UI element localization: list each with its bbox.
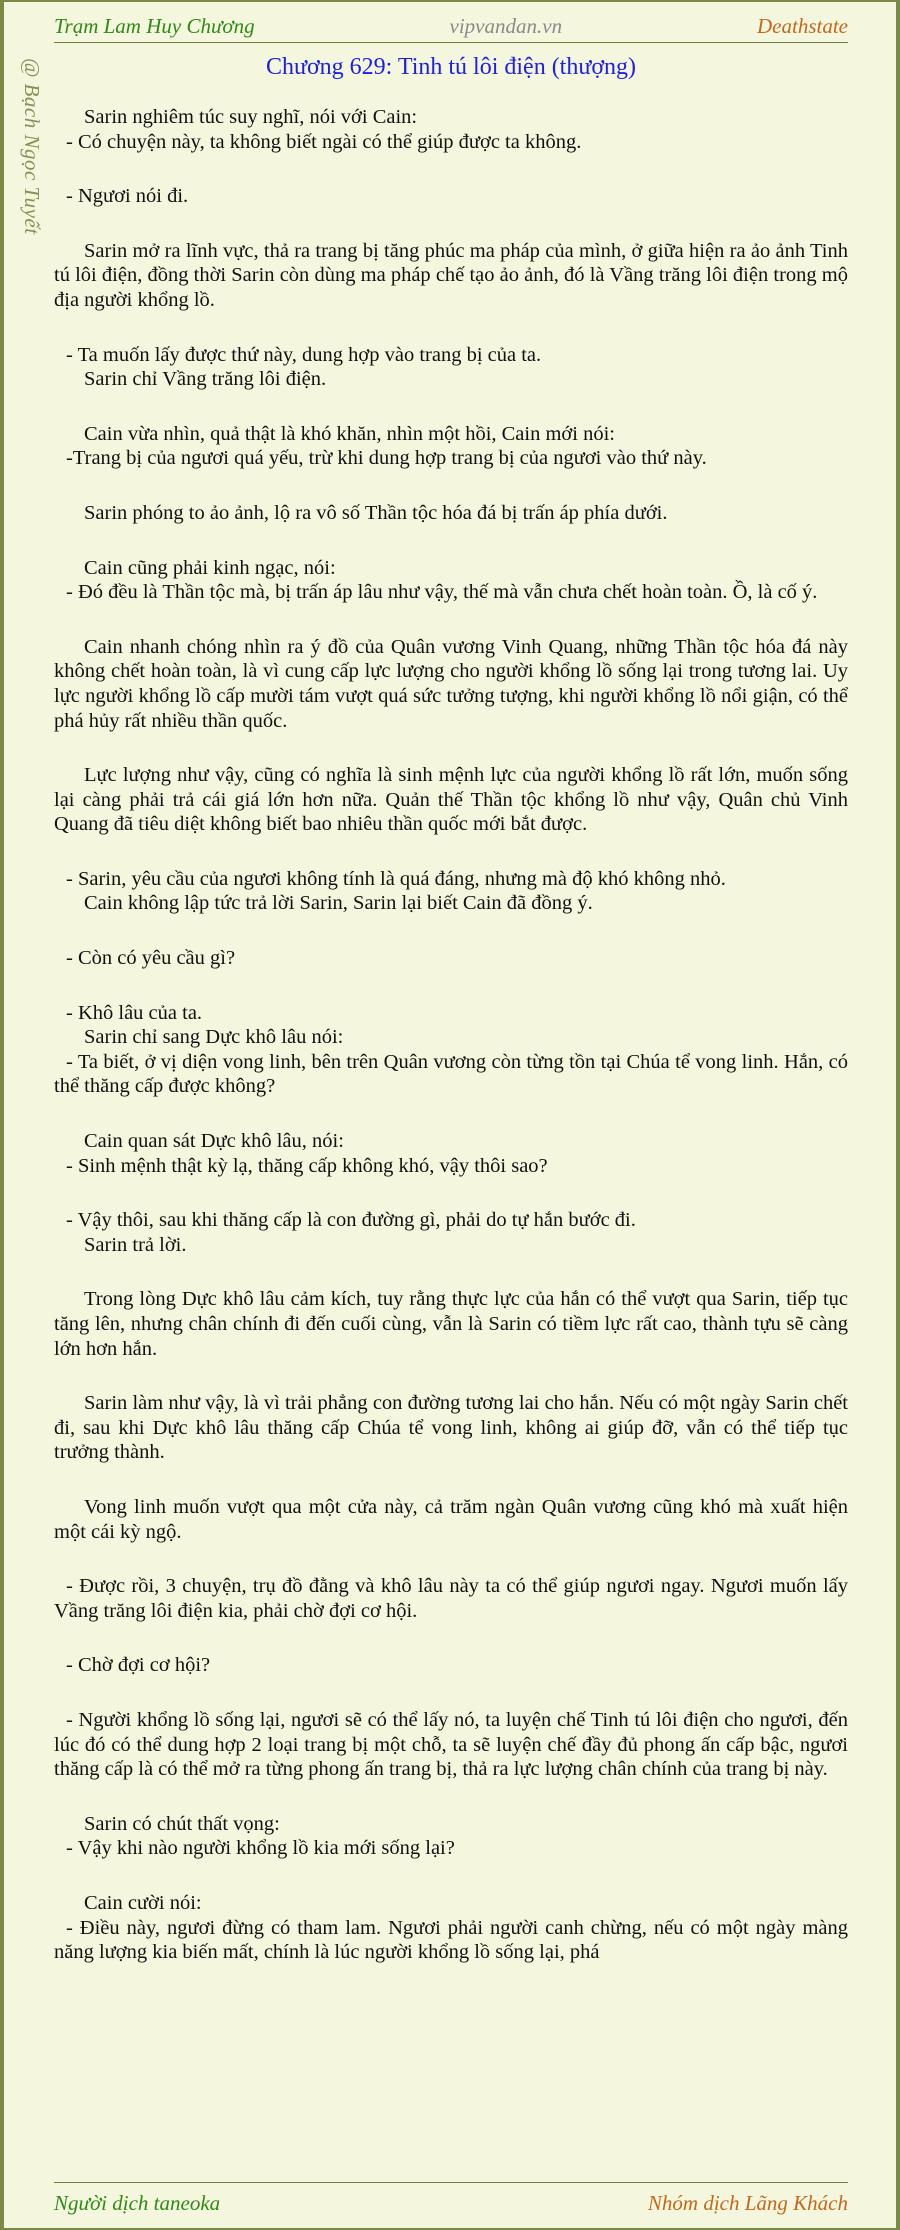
paragraph-gap (54, 733, 848, 763)
paragraph-gap (54, 837, 848, 867)
page-footer (54, 2182, 848, 2223)
paragraph-gap (54, 1099, 848, 1129)
header-site-link[interactable]: vipvandan.vn (449, 13, 563, 38)
paragraph-gap (54, 1861, 848, 1891)
dialogue-line: - Được rồi, 3 chuyện, trụ đồ đằng và khô lâu này ta có thể giúp ngươi ngay. Ngươi muốn lấy Vầng trăng lôi điện kia, phải chờ đợi cơ hội. (54, 1575, 848, 1622)
narration-line: Vong linh muốn vượt qua một cửa này, cả trăm ngàn Quân vương cũng khó mà xuất hiện một cái kỳ ngộ. (54, 1495, 848, 1543)
paragraph-gap (54, 1361, 848, 1391)
footer-group: Nhóm dịch Lãng Khách (647, 2190, 848, 2215)
dialogue-line: - Vậy khi nào người khổng lồ kia mới sống lại? (66, 1837, 455, 1860)
footer-translator: Người dịch taneoka (54, 2190, 221, 2215)
narration-line: Cain cũng phải kinh ngạc, nói: (84, 556, 336, 579)
paragraph-gap (54, 154, 848, 184)
paragraph-gap (54, 971, 848, 1001)
dialogue-line: - Chờ đợi cơ hội? (66, 1654, 211, 1677)
paragraph-gap (54, 1178, 848, 1208)
header-right-text: Deathstate (757, 13, 848, 38)
paragraph-gap (54, 526, 848, 556)
dialogue-line: - Sarin, yêu cầu của ngươi không tính là quá đáng, nhưng mà độ khó không nhỏ. (66, 867, 726, 890)
paragraph-gap (54, 916, 848, 946)
paragraph-gap (54, 1257, 848, 1287)
paragraph-gap (54, 313, 848, 343)
paragraph-gap (54, 392, 848, 422)
paragraph-gap (54, 1782, 848, 1812)
narration-line: Sarin làm như vậy, là vì trải phẳng con đường tương lai cho hắn. Nếu có một ngày Sarin chết đi, sau khi Dực khô lâu thăng cấp Chúa tể vong linh, không ai giúp đỡ, vẫn có thể tiếp tục trưởng thành. (54, 1392, 848, 1464)
dialogue-line: - Có chuyện này, ta không biết ngài có thể giúp được ta không. (66, 130, 582, 153)
paragraph-gap (54, 1678, 848, 1708)
dialogue-line: - Ta muốn lấy được thứ này, dung hợp vào trang bị của ta. (66, 343, 542, 366)
narration-line: Sarin chỉ sang Dực khô lâu nói: (84, 1026, 344, 1049)
dialogue-line: - Vậy thôi, sau khi thăng cấp là con đường gì, phải do tự hắn bước đi. (66, 1209, 636, 1232)
dialogue-line: -Trang bị của ngươi quá yếu, trừ khi dung hợp trang bị của ngươi vào thứ này. (66, 447, 707, 470)
paragraph-gap (54, 1544, 848, 1574)
narration-line: Sarin có chút thất vọng: (84, 1812, 280, 1835)
dialogue-line: - Khô lâu của ta. (66, 1001, 203, 1024)
page-header (54, 10, 848, 43)
narration-line: Sarin chỉ Vầng trăng lôi điện. (84, 368, 327, 391)
narration-line: Cain nhanh chóng nhìn ra ý đồ của Quân vương Vinh Quang, những Thần tộc hóa đá này không chết hoàn toàn, là vì cung cấp lực lượng cho người khổng lồ sống lại trong tương lai. Uy lực người khổng lồ cấp mười tám vượt quá sức tưởng tượng, khi người khổng lồ nổi giận, có thể phá hủy rất nhiều thần quốc. (54, 635, 848, 732)
dialogue-line: - Còn có yêu cầu gì? (66, 947, 236, 970)
narration-line: Cain không lập tức trả lời Sarin, Sarin lại biết Cain đã đồng ý. (84, 892, 593, 915)
narration-line: Sarin trả lời. (84, 1233, 187, 1256)
dialogue-line: - Người khổng lồ sống lại, ngươi sẽ có thể lấy nó, ta luyện chế Tinh tú lôi điện cho ngươi, đến lúc đó có thể dung hợp 2 loại trang bị một chỗ, ta sẽ luyện chế đầy đủ phong ấn cấp bậc, ngươi thăng cấp là có thể mở ra từng phong ấn trang bị, thả ra lực lượng chân chính của trang bị này. (54, 1708, 848, 1781)
dialogue-line: - Ngươi nói đi. (66, 185, 189, 208)
dialogue-line: - Sinh mệnh thật kỳ lạ, thăng cấp không khó, vậy thôi sao? (66, 1154, 548, 1177)
paragraph-gap (54, 1465, 848, 1495)
narration-line: Lực lượng như vậy, cũng có nghĩa là sinh mệnh lực của người khổng lồ rất lớn, muốn sống lại càng phải trả cái giá lớn hơn nữa. Quản thế Thần tộc khổng lồ như vậy, Quân chủ Vinh Quang đã tiêu diệt không biết bao nhiêu thần quốc mới bắt được. (54, 764, 848, 836)
narration-line: Sarin nghiêm túc suy nghĩ, nói với Cain: (84, 106, 418, 128)
narration-line: Sarin mở ra lĩnh vực, thả ra trang bị tăng phúc ma pháp của mình, ở giữa hiện ra ảo ảnh Tinh tú lôi điện, đồng thời Sarin còn dùng ma pháp chế tạo ảo ảnh, đó là Vầng trăng lôi điện trong mộ địa người khổng lồ. (54, 239, 848, 311)
narration-line: Cain quan sát Dực khô lâu, nói: (84, 1130, 344, 1153)
narration-line: Sarin phóng to ảo ảnh, lộ ra vô số Thần tộc hóa đá bị trấn áp phía dưới. (84, 501, 668, 524)
dialogue-line: - Đó đều là Thần tộc mà, bị trấn áp lâu như vậy, thế mà vẫn chưa chết hoàn toàn. Ồ, là cố ý. (66, 581, 818, 604)
chapter-body (54, 105, 848, 1965)
narration-line: Trong lòng Dực khô lâu cảm kích, tuy rằng thực lực của hắn có thể vượt qua Sarin, tiếp tục tăng lên, nhưng chân chính đi đến cuối cùng, vẫn là Sarin có tiềm lực rất cao, thành tựu sẽ càng lớn hơn hắn. (54, 1288, 848, 1360)
header-left-text: Trạm Lam Huy Chương (54, 13, 255, 38)
side-watermark: @ Bạch Ngọc Tuyết (20, 58, 44, 235)
paragraph-gap (54, 471, 848, 501)
narration-line: Cain cười nói: (84, 1891, 202, 1914)
narration-line: Cain vừa nhìn, quả thật là khó khăn, nhìn một hồi, Cain mới nói: (84, 422, 615, 445)
paragraph-gap (54, 605, 848, 635)
dialogue-line: - Điều này, ngươi đừng có tham lam. Ngươi phải người canh chừng, nếu có một ngày màng năng lượng kia biến mất, chính là lúc người khổng lồ sống lại, phá (54, 1916, 848, 1964)
dialogue-line: - Ta biết, ở vị diện vong linh, bên trên Quân vương còn từng tồn tại Chúa tể vong linh. Hắn, có thể thăng cấp được không? (54, 1050, 848, 1098)
chapter-title: Chương 629: Tinh tú lôi điện (thượng) (265, 54, 637, 80)
paragraph-gap (54, 1623, 848, 1653)
paragraph-gap (54, 209, 848, 239)
